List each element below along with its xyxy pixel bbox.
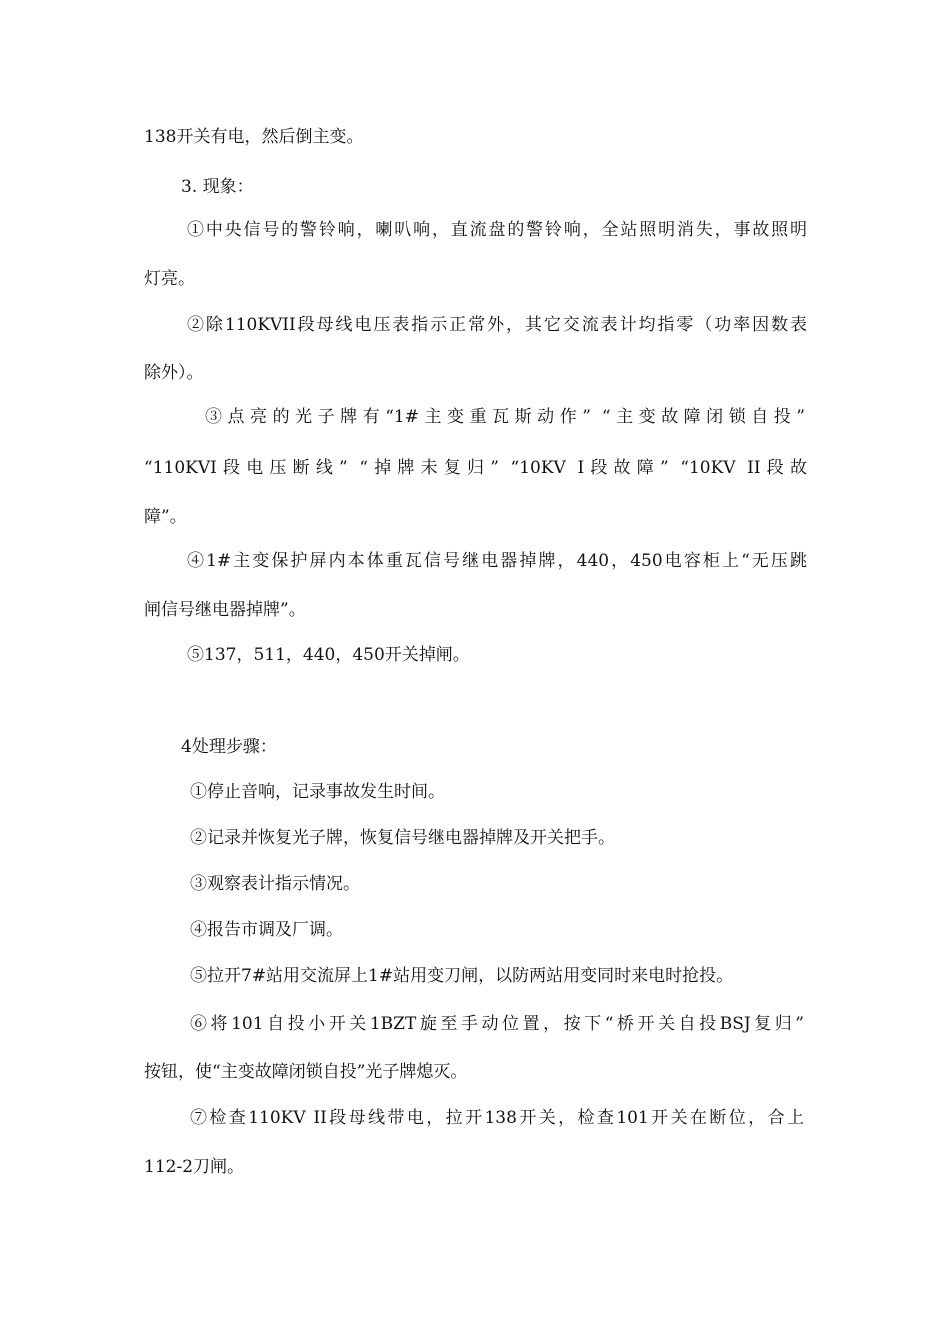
text-line-5: ②除110KVII段母线电压表指示正常外，其它交流表计均指零（功率因数表 [187, 315, 807, 335]
text-line-12: ⑤137，511，440，450开关掉闸。 [187, 645, 470, 665]
step-6-continued: 按钮，使“主变故障闭锁自投”光子牌熄灭。 [144, 1062, 468, 1082]
section-heading-phenomena: 3. 现象： [181, 177, 254, 197]
text-line-1: 138开关有电，然后倒主变。 [144, 127, 364, 147]
step-2: ②记录并恢复光子牌，恢复信号继电器掉牌及开关把手。 [190, 828, 615, 848]
text-line-11: 闸信号继电器掉牌”。 [144, 600, 306, 620]
text-line-7: ③点亮的光子牌有“1#主变重瓦斯动作” “主变故障闭锁自投” [205, 407, 805, 427]
section-heading-steps: 4处理步骤： [181, 737, 277, 757]
step-4: ④报告市调及厂调。 [190, 920, 343, 940]
step-1: ①停止音响，记录事故发生时间。 [190, 782, 445, 802]
text-line-4: 灯亮。 [144, 269, 195, 289]
text-line-6: 除外）。 [144, 363, 204, 383]
step-6: ⑥将101自投小开关1BZT旋至手动位置，按下“桥开关自投BSJ复归” [190, 1014, 804, 1034]
step-7-continued: 112-2刀闸。 [144, 1157, 245, 1177]
text-line-8: “110KVI段电压断线” “掉牌未复归” “10KV I段故障” “10KV II段故 [144, 458, 807, 478]
text-line-9: 障”。 [144, 507, 187, 527]
text-line-3: ①中央信号的警铃响，喇叭响，直流盘的警铃响，全站照明消失，事故照明 [187, 220, 807, 240]
text-line-10: ④1#主变保护屏内本体重瓦信号继电器掉牌，440，450电容柜上“无压跳 [187, 551, 807, 571]
step-5: ⑤拉开7#站用交流屏上1#站用变刀闸，以防两站用变同时来电时抢投。 [190, 966, 734, 986]
step-7: ⑦检查110KV II段母线带电，拉开138开关，检查101开关在断位，合上 [190, 1108, 804, 1128]
step-3: ③观察表计指示情况。 [190, 874, 360, 894]
